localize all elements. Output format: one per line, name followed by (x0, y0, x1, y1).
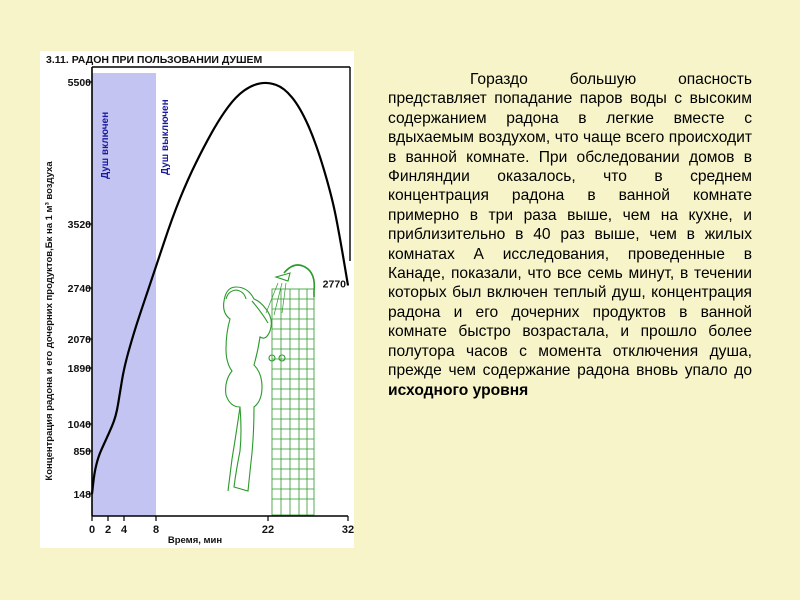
x-axis-label: Время, мин (167, 535, 223, 546)
y-tick-label: 5500 (67, 77, 91, 89)
x-tick-label: 32 (341, 524, 354, 536)
y-tick-label: 148 (73, 489, 91, 501)
paragraph-emphasis: исходного уровня (388, 381, 529, 399)
x-tick-label: 8 (152, 524, 160, 536)
woman-arm (252, 301, 268, 323)
x-tick-label: 2 (104, 524, 112, 536)
chart-figure (40, 51, 354, 548)
x-tick-label: 0 (88, 524, 96, 536)
shower-illustration (224, 265, 315, 515)
x-tick-label: 4 (120, 524, 128, 536)
chart-title: 3.11. РАДОН ПРИ ПОЛЬЗОВАНИИ ДУШЕМ (46, 54, 263, 66)
shower-rose (276, 273, 290, 281)
chart-svg (40, 51, 354, 548)
y-tick-label: 2070 (67, 334, 91, 346)
shower-on-label: Душ включен (100, 111, 111, 179)
y-tick-label: 2740 (67, 283, 91, 295)
x-tick-label: 22 (261, 524, 275, 536)
end-value-label: 2770 (322, 278, 346, 291)
y-tick-label: 3520 (67, 219, 91, 231)
y-tick-label: 1040 (67, 419, 91, 431)
shower-off-label: Душ выключен (160, 99, 171, 175)
tile-wall (272, 289, 314, 515)
y-tick-label: 850 (73, 446, 91, 458)
slide-paragraph (388, 70, 752, 400)
y-tick-label: 1890 (67, 363, 91, 375)
tap-right (279, 355, 285, 361)
woman-hair (226, 290, 246, 299)
woman-leg (228, 407, 240, 491)
paragraph-text: Гораздо большую опасность представляет попадание паров воды с высоким содержанием радона в легкие вместе с вдыхаемым воздухом, что чаще всего происходит в ванной комнате. При обследовании домов в Финляндии оказалось, что в среднем концентрация радона в ванной комнате примерно в три раза выше, чем на кухне, и приблизительно в 40 раз выше, чем в жилых комнатах А исследования, проведенные в Канаде, показали, что все семь минут, в течении которых был включен теплый душ, концентрация радона и его дочерних продуктов в ванной комнате быстро возрастала, и прошло более полутора часов с момента отключения душа, прежде чем содержание радона вновь упало до (388, 71, 752, 380)
y-axis-label: Концентрация радона и его дочерних продуктов,Бк на 1 м³ воздуха (44, 161, 55, 481)
